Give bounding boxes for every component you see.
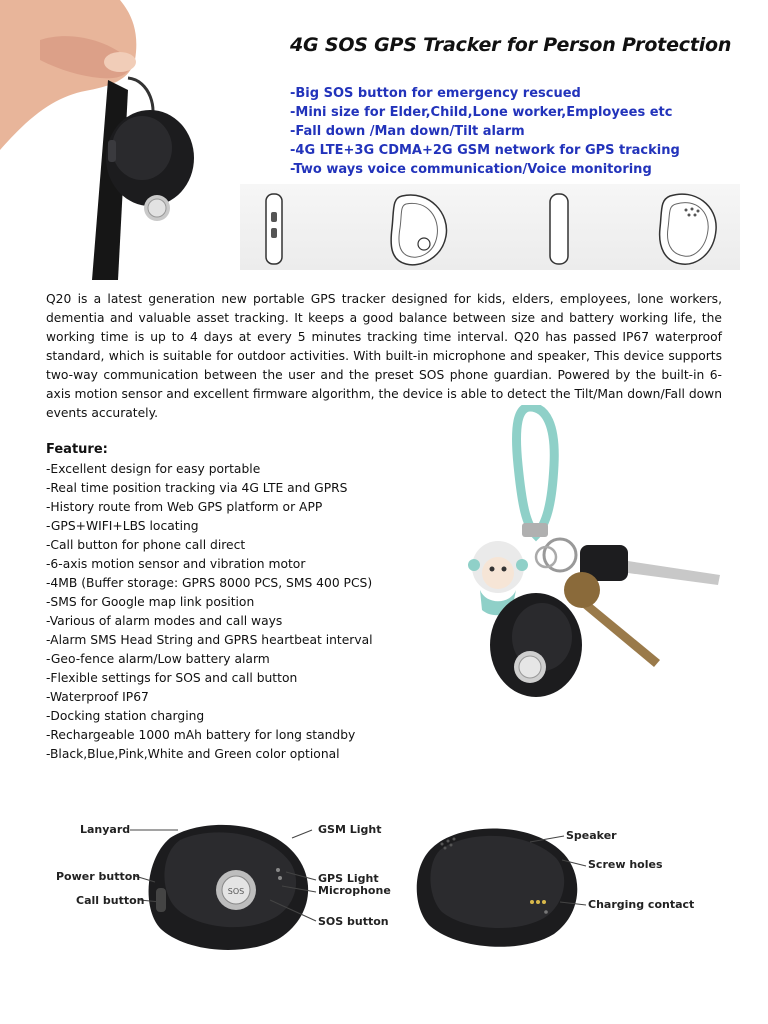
highlight-item: -Big SOS button for emergency rescued [290, 86, 581, 101]
device-line-drawings [240, 184, 740, 270]
highlight-item: -Two ways voice communication/Voice monitoring [290, 162, 652, 177]
feature-item: -Various of alarm modes and call ways [46, 614, 283, 628]
page-title: 4G SOS GPS Tracker for Person Protection [290, 34, 732, 56]
feature-heading: Feature: [46, 442, 108, 457]
feature-item: -Docking station charging [46, 709, 205, 723]
highlight-list [290, 84, 680, 179]
sos-button-text: SOS [227, 887, 245, 896]
callout-screw-holes: Screw holes [588, 858, 663, 871]
feature-item: -GPS+WIFI+LBS locating [46, 519, 199, 533]
feature-item: -Call button for phone call direct [46, 538, 246, 552]
device-outline-views [240, 184, 740, 270]
feature-item: -Geo-fence alarm/Low battery alarm [46, 652, 270, 666]
highlight-item: -4G LTE+3G CDMA+2G GSM network for GPS tracking [290, 143, 680, 158]
callout-power-button: Power button [56, 870, 141, 883]
feature-item: -SMS for Google map link position [46, 595, 255, 609]
feature-item: -Black,Blue,Pink,White and Green color optional [46, 747, 340, 761]
callout-charging-contact: Charging contact [588, 898, 695, 911]
front-callout-lines [0, 810, 330, 940]
highlight-item: -Fall down /Man down/Tilt alarm [290, 124, 525, 139]
callout-microphone: Microphone [318, 884, 391, 897]
highlight-item: -Mini size for Elder,Child,Lone worker,Employees etc [290, 105, 673, 120]
feature-item: -Flexible settings for SOS and call button [46, 671, 298, 685]
callout-speaker: Speaker [566, 829, 617, 842]
callout-sos-button: SOS button [318, 915, 389, 928]
callout-lanyard: Lanyard [80, 823, 131, 836]
feature-item: -4MB (Buffer storage: GPRS 8000 PCS, SMS 400 PCS) [46, 576, 373, 590]
feature-item: -Rechargeable 1000 mAh battery for long standby [46, 728, 356, 742]
callout-gps-light: GPS Light [318, 872, 379, 885]
feature-item: -Real time position tracking via 4G LTE and GPRS [46, 481, 348, 495]
tracker-with-keys-photo [460, 405, 730, 715]
hand-holding-tracker-photo [0, 0, 235, 280]
feature-item: -6-axis motion sensor and vibration motor [46, 557, 306, 571]
feature-item: -History route from Web GPS platform or APP [46, 500, 323, 514]
feature-item: -Waterproof IP67 [46, 690, 149, 704]
callout-call-button: Call button [76, 894, 145, 907]
callout-gsm-light: GSM Light [318, 823, 382, 836]
intro-paragraph: Q20 is a latest generation new portable GPS tracker designed for kids, elders, employees, lone workers, dementia and valuable asset tracking. It keeps a good balance between size and battery working life, the working time is up to 4 days at every 5 minutes tracking time interval. Q20 has passed IP67 waterproof standard, which is suitable for outdoor activities. With built-in microphone and speaker, This device supports two-way communication between the user and the preset SOS phone guardian. Powered by the built-in 6-axis motion sensor and excellent firmware algorithm, the device is able to detect the Tilt/Man down/Fall down events accurately. [46, 292, 722, 420]
feature-item: -Alarm SMS Head String and GPRS heartbeat interval [46, 633, 373, 647]
feature-list [46, 460, 373, 764]
feature-item: -Excellent design for easy portable [46, 462, 261, 476]
